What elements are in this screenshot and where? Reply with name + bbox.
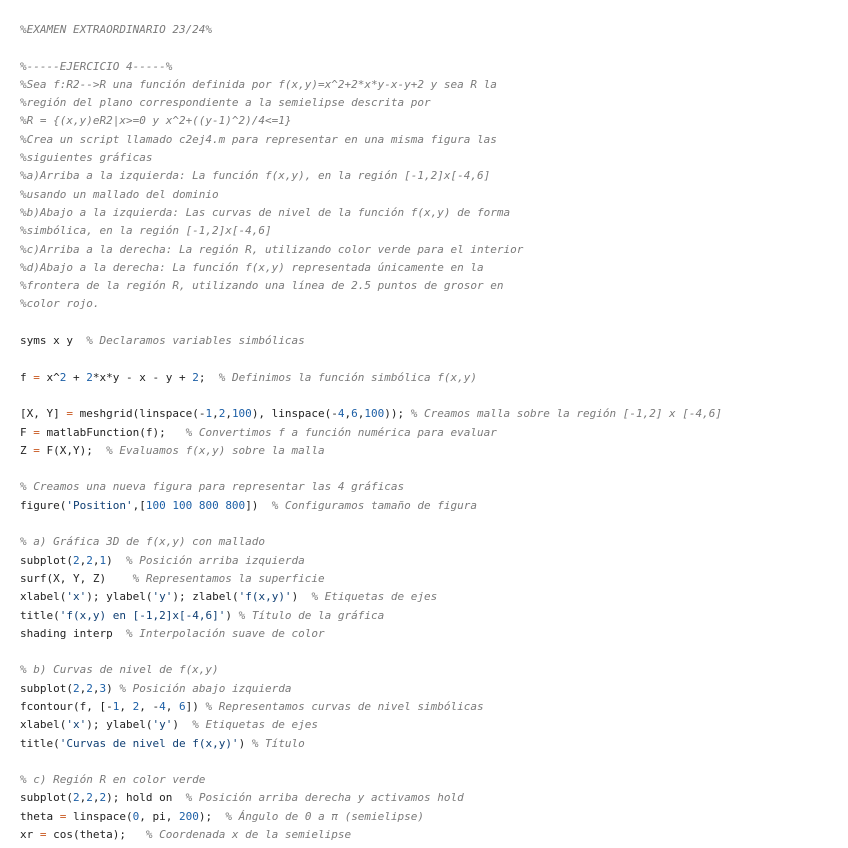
blank-line <box>20 515 840 533</box>
code-token: , <box>79 791 87 805</box>
code-token: subplot( <box>20 553 73 567</box>
code-editor[interactable] <box>20 21 840 844</box>
code-token: )); <box>384 407 411 421</box>
code-line <box>20 58 840 76</box>
code-token: f <box>20 370 34 384</box>
comment-token: %c)Arriba a la derecha: La región R, utilizando color verde para el interior <box>20 242 524 256</box>
code-token: fcontour(f, [- <box>20 699 113 713</box>
code-token: ; <box>198 370 219 384</box>
comment-token: % Ángulo de 0 a π (semielipse) <box>225 809 425 823</box>
code-token: F <box>20 425 34 439</box>
number-token: 2 <box>86 791 93 805</box>
comment-token: %b)Abajo a la izquierda: Las curvas de nivel de la función f(x,y) de forma <box>20 205 511 219</box>
number-token: 2 <box>72 681 80 695</box>
number-token: 2 <box>72 791 80 805</box>
code-line <box>20 588 840 606</box>
comment-token: % a) Gráfica 3D de f(x,y) con mallado <box>20 535 266 549</box>
code-token: ) <box>238 736 252 750</box>
code-line <box>20 131 840 149</box>
code-token: theta <box>20 809 60 823</box>
comment-token: %frontera de la región R, utilizando una línea de 2.5 puntos de grosor en <box>20 279 504 293</box>
comment-token: %región del plano correspondiente a la semielipse descrita por <box>20 96 431 110</box>
code-line <box>20 259 840 277</box>
number-token: 2 <box>86 681 93 695</box>
number-token: 2 <box>99 791 107 805</box>
code-line <box>20 478 840 496</box>
code-token: title( <box>20 736 60 750</box>
comment-token: % Evaluamos f(x,y) sobre la malla <box>106 443 325 457</box>
comment-token: % Creamos malla sobre la región [-1,2] x [-4,6] <box>410 407 723 421</box>
code-token: , <box>92 553 100 567</box>
code-line <box>20 808 840 826</box>
comment-token: %simbólica, en la región [-1,2]x[-4,6] <box>20 224 272 238</box>
comment-token: % b) Curvas de nivel de f(x,y) <box>20 663 219 677</box>
operator-token: = <box>66 407 73 421</box>
code-token: ]) <box>245 498 272 512</box>
comment-token: % Posición arriba derecha y activamos hold <box>185 791 464 805</box>
comment-token: %usando un mallado del dominio <box>20 187 219 201</box>
code-token: ]) <box>185 699 206 713</box>
code-token: Z <box>20 443 34 457</box>
comment-token: % Convertimos f a función numérica para evaluar <box>185 425 497 439</box>
operator-token: = <box>59 809 67 823</box>
code-line <box>20 570 840 588</box>
comment-token: %-----EJERCICIO 4-----% <box>20 59 173 73</box>
number-token: 2 <box>59 370 67 384</box>
code-line <box>20 204 840 222</box>
number-token: 2 <box>192 370 199 384</box>
code-token: ), linspace(- <box>251 407 338 421</box>
operator-token: = <box>33 370 40 384</box>
number-token: 1 <box>112 699 120 713</box>
blank-line <box>20 643 840 661</box>
comment-token: %Sea f:R2-->R una función definida por f(x,y)=x^2+2*x*y-x-y+2 y sea R la <box>20 77 497 91</box>
code-token: xlabel( <box>20 718 67 732</box>
string-token: 'y' <box>152 718 173 732</box>
code-token: , <box>119 699 133 713</box>
code-token: ); zlabel( <box>172 590 239 604</box>
number-token: 200 <box>178 809 199 823</box>
comment-token: % Título <box>251 736 305 750</box>
code-token: [X, Y] <box>20 407 67 421</box>
number-token: 4 <box>159 699 166 713</box>
code-token: meshgrid(linspace(- <box>72 407 206 421</box>
code-token: , <box>212 407 219 421</box>
code-line <box>20 552 840 570</box>
comment-token: % Representamos curvas de nivel simbólicas <box>205 699 484 713</box>
comment-token: %d)Abajo a la derecha: La función f(x,y) representada únicamente en la <box>20 260 484 274</box>
blank-line <box>20 753 840 771</box>
string-token: 'x' <box>66 718 87 732</box>
number-token: 2 <box>72 553 80 567</box>
comment-token: % c) Región R en color verde <box>20 773 206 787</box>
string-token: 'Curvas de nivel de f(x,y)' <box>59 736 239 750</box>
comment-token: %EXAMEN EXTRAORDINARIO 23/24% <box>20 23 213 36</box>
code-token: , <box>92 681 100 695</box>
comment-token: % Posición abajo izquierda <box>119 681 292 695</box>
code-line <box>20 771 840 789</box>
comment-token: % Etiquetas de ejes <box>192 718 319 732</box>
code-line <box>20 497 840 515</box>
number-token: 4 <box>337 407 345 421</box>
string-token: 'f(x,y)' <box>238 590 292 604</box>
number-token: 100 <box>231 407 252 421</box>
code-token: , <box>165 699 179 713</box>
comment-token: %a)Arriba a la izquierda: La función f(x,y), en la región [-1,2]x[-4,6] <box>20 169 491 183</box>
code-token: shading interp <box>20 626 126 640</box>
code-line <box>20 167 840 185</box>
code-token: F(X,Y); <box>39 443 107 457</box>
comment-token: % Declaramos variables simbólicas <box>86 334 305 348</box>
code-line <box>20 405 840 423</box>
code-token: , <box>79 553 87 567</box>
number-token: 1 <box>205 407 213 421</box>
blank-line <box>20 460 840 478</box>
comment-token: % Definimos la función simbólica f(x,y) <box>218 370 477 384</box>
code-line <box>20 277 840 295</box>
code-token: syms x y <box>20 334 87 348</box>
code-token: , <box>344 407 352 421</box>
code-line <box>20 76 840 94</box>
code-token: ) <box>291 590 312 604</box>
code-line <box>20 789 840 807</box>
number-token: 3 <box>99 681 107 695</box>
code-token: matlabFunction(f); <box>39 425 186 439</box>
blank-line <box>20 314 840 332</box>
comment-token: % Título de la gráfica <box>238 608 385 622</box>
code-line <box>20 222 840 240</box>
code-line <box>20 332 840 350</box>
code-line <box>20 607 840 625</box>
code-line <box>20 661 840 679</box>
code-token: subplot( <box>20 681 73 695</box>
number-token: 1 <box>99 553 107 567</box>
comment-token: % Creamos una nueva figura para representar las 4 gráficas <box>20 480 405 494</box>
code-token: , <box>79 681 87 695</box>
code-token: linspace( <box>66 809 133 823</box>
code-token: , pi, <box>139 809 179 823</box>
operator-token: = <box>33 443 40 457</box>
number-token: 2 <box>132 699 140 713</box>
code-token: figure( <box>20 498 67 512</box>
blank-line <box>20 39 840 57</box>
code-line <box>20 295 840 313</box>
comment-token: %R = {(x,y)eR2|x>=0 y x^2+((y-1)^2)/4<=1} <box>20 114 292 128</box>
code-token: , - <box>139 699 160 713</box>
code-line <box>20 625 840 643</box>
code-token: xlabel( <box>20 590 67 604</box>
number-token: 100 <box>364 407 385 421</box>
number-token: 6 <box>178 699 186 713</box>
comment-token: % Coordenada x de la semielipse <box>145 828 352 842</box>
number-token: 2 <box>86 553 93 567</box>
code-line <box>20 186 840 204</box>
code-line <box>20 442 840 460</box>
string-token: 'x' <box>66 590 87 604</box>
code-line <box>20 533 840 551</box>
code-token: + <box>66 370 87 384</box>
code-line <box>20 112 840 130</box>
code-line <box>20 21 840 39</box>
operator-token: = <box>33 425 40 439</box>
comment-token: % Configuramos tamaño de figura <box>271 498 477 512</box>
code-token: ); <box>198 809 226 823</box>
string-token: 'y' <box>152 590 173 604</box>
number-token: 2 <box>86 370 93 384</box>
code-token: cos(theta); <box>46 828 146 842</box>
number-token: 0 <box>132 809 140 823</box>
string-token: 'Position' <box>66 498 133 512</box>
string-token: 'f(x,y) en [-1,2]x[-4,6]' <box>59 608 226 622</box>
code-token: ) <box>106 681 120 695</box>
code-token: ); ylabel( <box>86 590 153 604</box>
comment-token: %Crea un script llamado c2ej4.m para representar en una misma figura las <box>20 132 497 146</box>
code-line <box>20 735 840 753</box>
code-line <box>20 424 840 442</box>
code-token: , <box>92 791 100 805</box>
comment-token: % Interpolación suave de color <box>125 626 325 640</box>
comment-token: % Etiquetas de ejes <box>311 590 438 604</box>
code-line <box>20 149 840 167</box>
code-token: surf(X, Y, Z) <box>20 571 133 585</box>
comment-token: % Representamos la superficie <box>132 571 325 585</box>
code-line <box>20 680 840 698</box>
code-line <box>20 369 840 387</box>
comment-token: %color rojo. <box>20 297 100 311</box>
code-token: , <box>225 407 232 421</box>
code-token: x^ <box>39 370 60 384</box>
number-token: 100 100 800 800 <box>145 498 246 512</box>
code-line <box>20 94 840 112</box>
number-token: 6 <box>351 407 358 421</box>
code-token: ); hold on <box>106 791 186 805</box>
operator-token: = <box>39 828 47 842</box>
comment-token: %siguientes gráficas <box>20 151 153 165</box>
number-token: 2 <box>218 407 226 421</box>
code-token: title( <box>20 608 60 622</box>
blank-line <box>20 350 840 368</box>
code-token: ) <box>225 608 239 622</box>
code-token: ) <box>172 718 193 732</box>
code-token: ); ylabel( <box>86 718 153 732</box>
code-line <box>20 716 840 734</box>
blank-line <box>20 387 840 405</box>
code-line <box>20 698 840 716</box>
code-token: subplot( <box>20 791 73 805</box>
code-token: ,[ <box>132 498 146 512</box>
code-token: xr <box>20 828 40 842</box>
code-token: , <box>357 407 365 421</box>
code-token: ) <box>106 553 126 567</box>
code-line <box>20 826 840 844</box>
comment-token: % Posición arriba izquierda <box>125 553 305 567</box>
code-token: *x*y - x - y + <box>92 370 193 384</box>
code-line <box>20 241 840 259</box>
